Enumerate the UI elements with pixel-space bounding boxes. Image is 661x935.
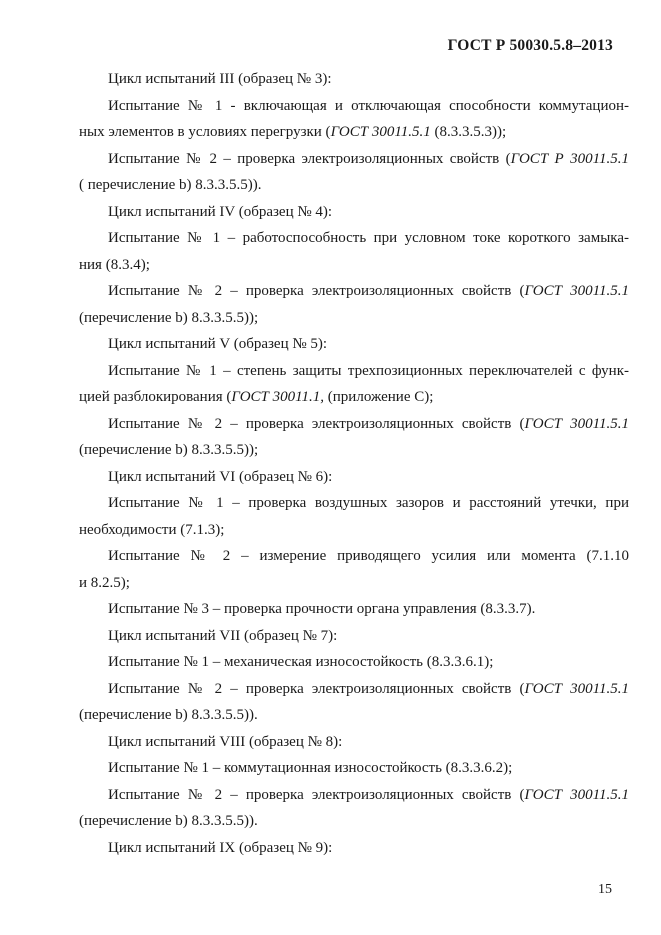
text-line — [79, 596, 629, 623]
text-line — [79, 570, 629, 597]
test-item — [79, 146, 629, 199]
text-segment: (перечисление b) 8.3.3.5.5)); — [79, 442, 259, 458]
document-number: ГОСТ Р 50030.5.8–2013 — [447, 37, 613, 54]
test-item — [79, 358, 629, 411]
text-segment: (приложение С); — [324, 389, 434, 405]
text-line — [79, 543, 629, 570]
text-segment: Испытание № 2 – проверка электроизоляционных свойств ( — [108, 786, 525, 803]
test-cycle-heading: Цикл испытаний VII (образец № 7): — [108, 627, 338, 644]
test-cycle-heading: Цикл испытаний VIII (образец № 8): — [108, 733, 343, 750]
text-segment: необходимости (7.1.3); — [79, 521, 225, 538]
text-segment: Испытание № 2 – измерение приводящего усилия или момента (7.1.10 — [108, 548, 629, 564]
text-segment: Испытание № 2 – проверка электроизоляционных свойств ( — [108, 150, 511, 167]
text-line — [79, 782, 629, 809]
text-line — [79, 278, 629, 305]
text-segment: (перечисление b) 8.3.3.5.5)); — [79, 309, 259, 326]
text-line — [79, 755, 629, 782]
test-item — [79, 676, 629, 729]
test-cycle-heading: Цикл испытаний IV (образец № 4): — [108, 203, 333, 220]
standard-reference: ГОСТ 30011.5.1 — [524, 283, 629, 299]
text-segment: (8.3.3.5.3)); — [430, 124, 507, 140]
text-line — [79, 517, 629, 544]
test-cycle-heading: Цикл испытаний III (образец № 3): — [108, 71, 332, 87]
test-item — [79, 755, 629, 782]
text-segment: Испытание № 1 – механическая износостойкость (8.3.3.6.1); — [108, 654, 494, 670]
test-item — [79, 490, 629, 543]
text-segment: Испытание № 2 – проверка электроизоляционных свойств ( — [108, 680, 525, 697]
test-item — [79, 225, 629, 278]
test-item — [79, 596, 629, 623]
test-cycle-heading: Цикл испытаний V (образец № 5): — [108, 336, 328, 352]
test-cycle-heading: Цикл испытаний IX (образец № 9): — [108, 839, 333, 856]
text-line — [79, 305, 629, 332]
text-line — [79, 411, 629, 438]
text-line — [79, 252, 629, 279]
test-item — [79, 649, 629, 676]
test-item — [79, 411, 629, 464]
text-line — [79, 676, 629, 703]
text-segment: Испытание № 1 - включающая и отключающая способности коммутацион- — [108, 97, 629, 114]
text-line — [79, 225, 629, 252]
test-cycle-heading: Цикл испытаний VI (образец № 6): — [108, 468, 333, 485]
text-segment: Испытание № 3 – проверка прочности органа управления (8.3.3.7). — [108, 601, 536, 617]
text-segment: (перечисление b) 8.3.3.5.5)). — [79, 813, 258, 829]
standard-reference: ГОСТ 30011.5.1 — [524, 680, 629, 697]
text-line — [79, 437, 629, 464]
test-item — [79, 543, 629, 596]
test-item — [79, 782, 629, 835]
text-segment: Испытание № 1 – коммутационная износостойкость (8.3.3.6.2); — [108, 760, 513, 776]
text-line — [79, 808, 629, 835]
text-segment: и 8.2.5); — [79, 574, 130, 591]
text-line — [79, 93, 629, 120]
standard-reference: ГОСТ 30011.5.1 — [330, 124, 431, 140]
standard-reference: ГОСТ 30011.1, — [231, 389, 325, 405]
text-line — [79, 119, 629, 146]
test-item — [79, 93, 629, 146]
text-line — [79, 384, 629, 411]
standard-reference: ГОСТ Р 30011.5.1 — [510, 150, 629, 167]
text-line — [79, 146, 629, 173]
text-segment: Испытание № 1 – проверка воздушных зазоров и расстояний утечки, при — [108, 495, 629, 511]
page-number: 15 — [598, 882, 612, 897]
text-line — [79, 490, 629, 517]
text-segment: Испытание № 2 – проверка электроизоляционных свойств ( — [108, 283, 525, 299]
text-line — [79, 358, 629, 385]
text-segment: Испытание № 2 – проверка электроизоляционных свойств ( — [108, 415, 525, 432]
text-line — [79, 649, 629, 676]
standard-reference: ГОСТ 30011.5.1 — [524, 786, 629, 803]
text-segment: цией разблокирования ( — [79, 389, 232, 405]
text-segment: Испытание № 1 – работоспособность при условном токе короткого замыка- — [108, 230, 629, 246]
text-segment: (перечисление b) 8.3.3.5.5)). — [79, 707, 258, 723]
standard-reference: ГОСТ 30011.5.1 — [524, 415, 629, 432]
text-line — [79, 172, 629, 199]
text-line — [79, 702, 629, 729]
text-segment: ных элементов в условиях перегрузки ( — [79, 124, 331, 140]
text-segment: ( перечисление b) 8.3.3.5.5)). — [79, 177, 262, 193]
test-item — [79, 278, 629, 331]
text-segment: ния (8.3.4); — [79, 256, 150, 273]
text-segment: Испытание № 1 – степень защиты трехпозиционных переключателей с функ- — [108, 362, 629, 379]
document-body — [79, 66, 629, 861]
